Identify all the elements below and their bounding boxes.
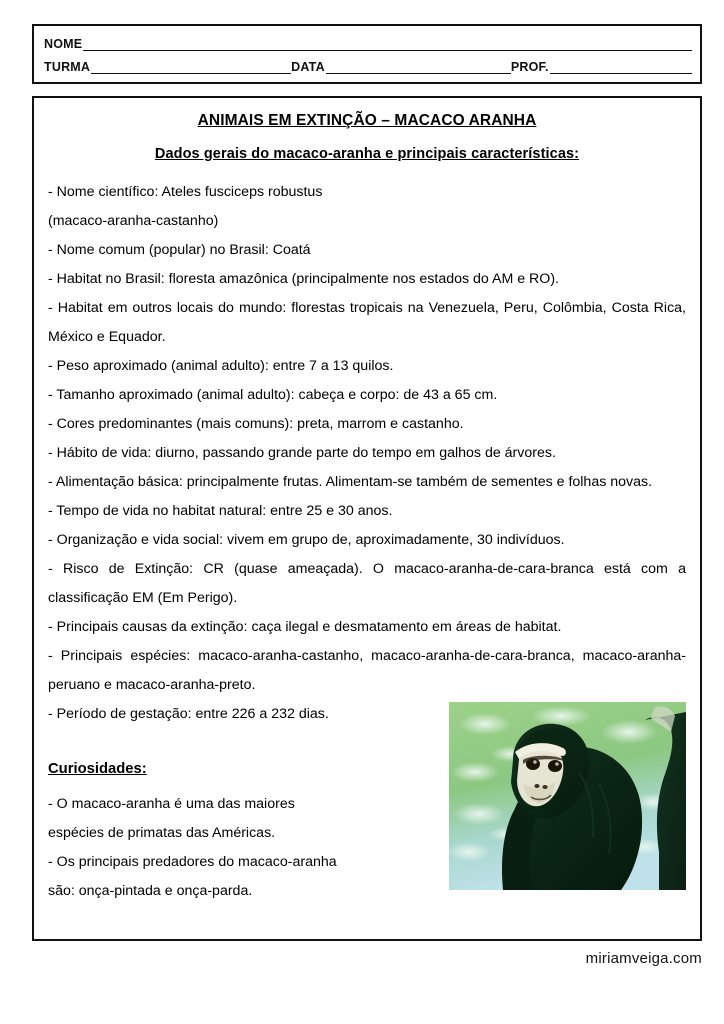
teacher-write-line[interactable] (550, 61, 692, 74)
name-row (44, 37, 692, 51)
fact-line: - Hábito de vida: diurno, passando grande parte do tempo em galhos de árvores. (48, 445, 556, 461)
class-label: TURMA (44, 60, 91, 74)
class-date-teacher-row (44, 60, 692, 74)
date-write-line[interactable] (326, 61, 511, 74)
fact-line: - Habitat em outros locais do mundo: florestas tropicais na Venezuela, Peru, Colômbia, Costa Rica, México e Equador. (48, 300, 686, 345)
teacher-label: PROF. (510, 60, 549, 74)
fact-line: (macaco-aranha-castanho) (48, 213, 219, 229)
curiosity-line: espécies de primatas das Américas. (48, 825, 276, 841)
fact-line: - Alimentação básica: principalmente frutas. Alimentam-se também de sementes e folhas novas. (48, 474, 653, 490)
fact-list (48, 178, 686, 906)
fact-line: - Principais causas da extinção: caça ilegal e desmatamento em áreas de habitat. (48, 619, 562, 635)
fact-line: - Cores predominantes (mais comuns): preta, marrom e castanho. (48, 416, 464, 432)
curiosities-heading: Curiosidades: (48, 761, 147, 777)
fact-line: - Período de gestação: entre 226 a 232 dias. (48, 706, 329, 722)
fact-line: - Organização e vida social: vivem em grupo de, aproximadamente, 30 indivíduos. (48, 532, 565, 548)
fact-line: - Risco de Extinção: CR (quase ameaçada). O macaco-aranha-de-cara-branca está com a classificação EM (Em Perigo). (48, 561, 686, 606)
class-write-line[interactable] (91, 61, 291, 74)
site-credit: miriamveiga.com (585, 950, 702, 967)
name-label: NOME (44, 37, 83, 51)
fact-line: - Tempo de vida no habitat natural: entre 25 e 30 anos. (48, 503, 393, 519)
student-info-box (32, 24, 702, 84)
spider-monkey-photo (449, 702, 686, 890)
fact-line: - Tamanho aproximado (animal adulto): cabeça e corpo: de 43 a 65 cm. (48, 387, 498, 403)
date-label: DATA (291, 60, 325, 74)
fact-line: - Nome comum (popular) no Brasil: Coatá (48, 242, 311, 258)
name-write-line[interactable] (83, 38, 692, 51)
curiosity-line: são: onça-pintada e onça-parda. (48, 883, 253, 899)
spider-monkey-illustration (449, 702, 686, 890)
content-box (32, 96, 702, 941)
photo-and-curiosities (48, 700, 686, 906)
fact-line: - Principais espécies: macaco-aranha-castanho, macaco-aranha-de-cara-branca, macaco-aranha-peruano e macaco-aranha-preto. (48, 648, 686, 693)
fact-line: - Peso aproximado (animal adulto): entre 7 a 13 quilos. (48, 358, 394, 374)
curiosity-line: - Os principais predadores do macaco-aranha (48, 854, 337, 870)
curiosity-line: - O macaco-aranha é uma das maiores (48, 796, 295, 812)
page-subtitle: Dados gerais do macaco-aranha e principais características: (154, 146, 580, 162)
page-title: ANIMAIS EM EXTINÇÃO – MACACO ARANHA (197, 112, 537, 129)
fact-line: - Nome científico: Ateles fusciceps robustus (48, 184, 323, 200)
fact-line: - Habitat no Brasil: floresta amazônica (principalmente nos estados do AM e RO). (48, 271, 559, 287)
